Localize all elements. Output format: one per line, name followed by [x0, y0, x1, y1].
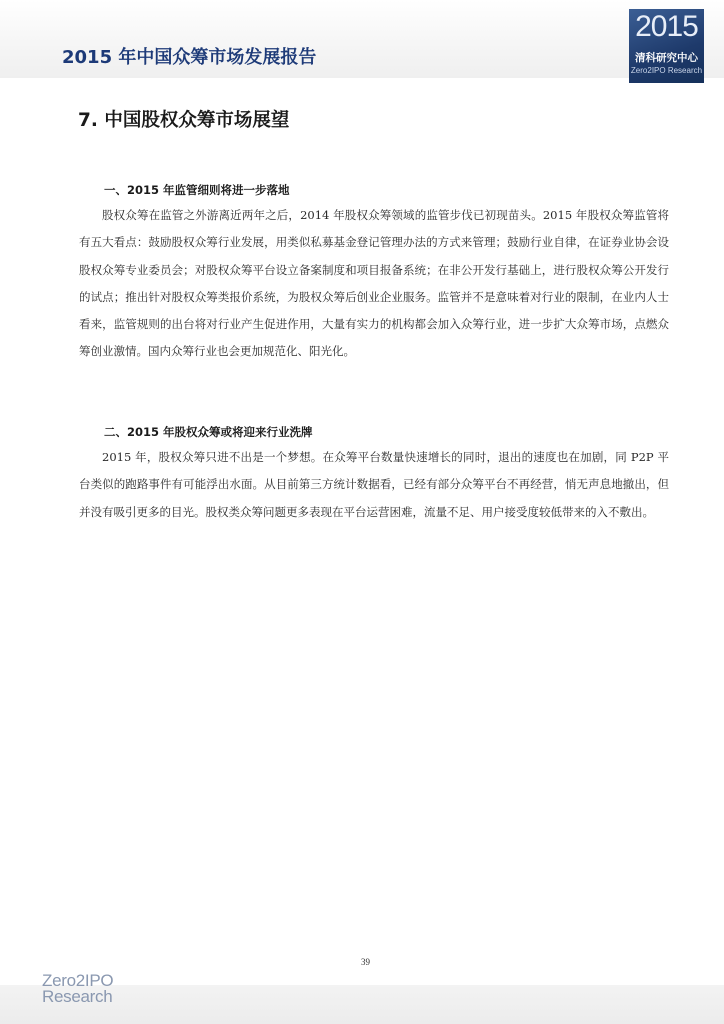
report-title: 2015 年中国众筹市场发展报告	[62, 47, 317, 68]
logo-cn-name: 清科研究中心	[635, 52, 698, 64]
page-number: 39	[361, 957, 370, 967]
footer-logo	[42, 973, 113, 1005]
footer-logo-line2: Research	[42, 987, 113, 1006]
section-title: 7. 中国股权众筹市场展望	[78, 110, 290, 131]
logo-year: 2015	[635, 10, 698, 43]
subsection-paragraph-2: 2015 年，股权众筹只进不出是一个梦想。在众筹平台数量快速增长的同时，退出的速度也在加剧，同 P2P 平台类似的跑路事件有可能浮出水面。从目前第三方统计数据看，已经有部分众筹平台不再经营，悄无声息地撤出，但并没有吸引更多的目光。股权类众筹问题更多表现在平台运营困难，流量不足、用户接受度较低带来的入不敷出。	[79, 450, 669, 519]
subsection-heading-2: 二、2015 年股权众筹或将迎来行业洗牌	[104, 425, 313, 439]
logo-en-name: Zero2IPO Research	[630, 66, 703, 75]
subsection-paragraph-1: 股权众筹在监管之外游离近两年之后，2014 年股权众筹领域的监管步伐已初现苗头。2015 年股权众筹监管将有五大看点：鼓励股权众筹行业发展，用类似私募基金登记管理办法的方式来管理；鼓励行业自律，在证券业协会设股权众筹专业委员会；对股权众筹平台设立备案制度和项目报备系统；在非公开发行基础上，进行股权众筹公开发行的试点；推出针对股权众筹类报价系统，为股权众筹后创业企业服务。监管并不是意味着对行业的限制，在业内人士看来，监管规则的出台将对行业产生促进作用，大量有实力的机构都会加入众筹行业，进一步扩大众筹市场，点燃众筹创业激情。国内众筹行业也会更加规范化、阳光化。	[79, 208, 669, 359]
zero2ipo-logo-badge	[629, 9, 704, 83]
subsection-heading-1: 一、2015 年监管细则将进一步落地	[104, 183, 290, 197]
footer-logo-line1: Zero2IPO	[42, 971, 114, 990]
